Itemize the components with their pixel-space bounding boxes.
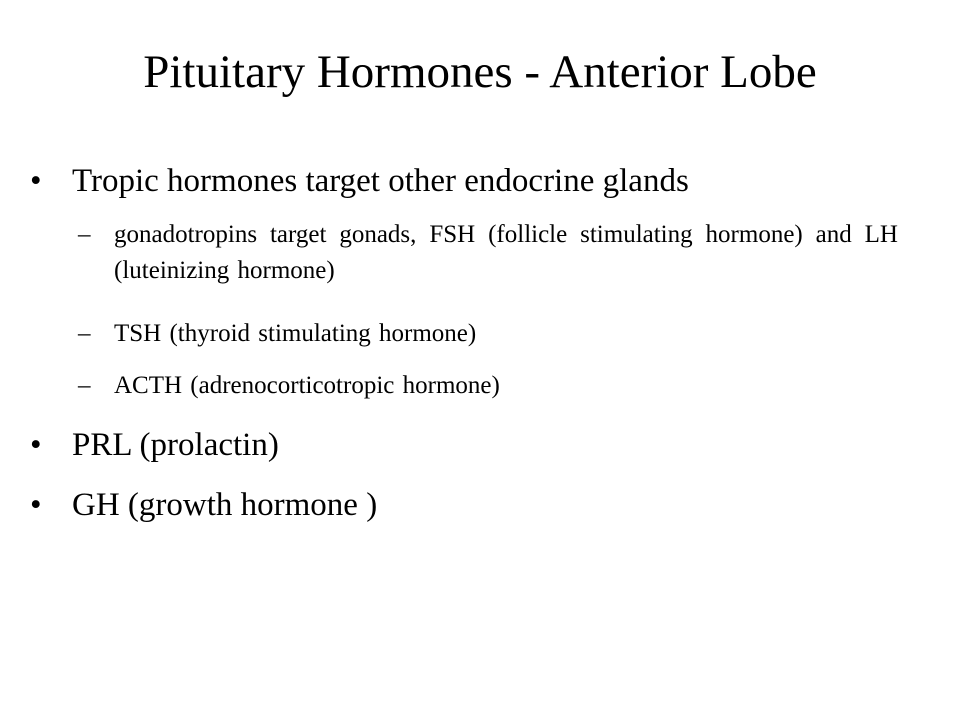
bullet-icon: • bbox=[30, 163, 42, 199]
dash-icon: – bbox=[78, 320, 91, 347]
sub-item-text: TSH (thyroid stimulating hormone) bbox=[114, 320, 477, 347]
slide-title: Pituitary Hormones - Anterior Lobe bbox=[143, 46, 817, 98]
bullet-text: Tropic hormones target other endocrine glands bbox=[72, 163, 689, 199]
bullet-icon: • bbox=[30, 427, 42, 463]
bullet-text: PRL (prolactin) bbox=[72, 427, 279, 463]
sub-item-text: gonadotropins target gonads, FSH (follicle stimulating hormone) and LH (luteinizing hormone) bbox=[114, 221, 898, 284]
dash-icon: – bbox=[78, 221, 91, 248]
bullet-text: GH (growth hormone ) bbox=[72, 487, 378, 523]
sub-item-text: ACTH (adrenocorticotropic hormone) bbox=[114, 372, 500, 399]
sub-item-gonadotropins bbox=[78, 217, 898, 289]
dash-icon: – bbox=[78, 372, 91, 399]
sub-item-tsh bbox=[78, 316, 898, 352]
sub-item-acth bbox=[78, 368, 898, 404]
bullet-icon: • bbox=[30, 487, 42, 523]
